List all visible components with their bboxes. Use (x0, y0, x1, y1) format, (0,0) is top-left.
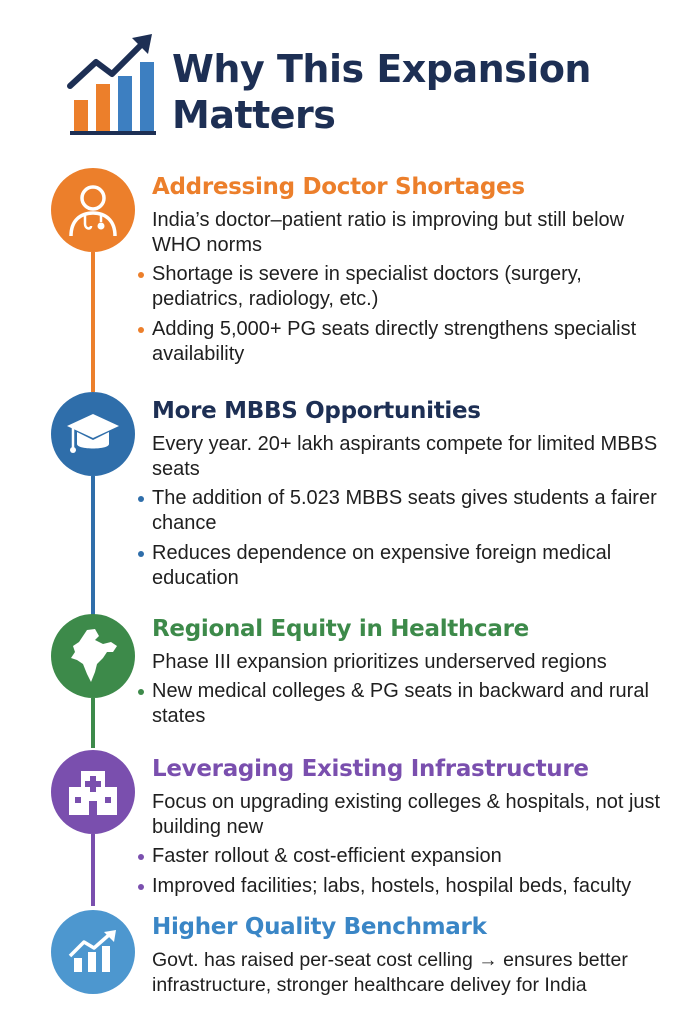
timeline-connector (91, 252, 95, 392)
india-map-icon (51, 614, 135, 698)
section-intro: India’s doctor–patient ratio is improving but still below WHO norms (152, 209, 625, 256)
timeline-connector (91, 698, 95, 748)
bullet-item (152, 541, 662, 591)
quality-chart-icon (51, 910, 135, 994)
bullet-text: Reduces dependence on expensive foreign medical education (152, 542, 612, 589)
bullet-item (152, 679, 662, 729)
bullet-text: Faster rollout & cost-efficient expansion (152, 845, 502, 867)
growth-chart-icon (66, 32, 158, 136)
header (0, 0, 683, 150)
bullet-text: Adding 5,000+ PG seats directly strengthens specialist availability (152, 318, 637, 365)
graduation-cap-icon (51, 392, 135, 476)
section-title: Leveraging Existing Infrastructure (152, 756, 589, 782)
section-title: Higher Quality Benchmark (152, 914, 487, 940)
bullet-text: Shortage is severe in specialist doctors (surgery, pediatrics, radiology, etc.) (152, 263, 582, 310)
section-intro: Every year. 20+ lakh aspirants compete for limited MBBS seats (152, 433, 658, 480)
bullet-text: The addition of 5.023 MBBS seats gives students a fairer chance (152, 487, 657, 534)
hospital-icon (51, 750, 135, 834)
bullet-item (152, 262, 662, 312)
section-intro: Govt. has raised per-seat cost celling → ensures better infrastructure, stronger healthcare delivey for India (152, 949, 628, 996)
timeline-connector (91, 834, 95, 906)
section-title: Regional Equity in Healthcare (152, 616, 529, 642)
bullet-item (152, 844, 662, 869)
doctor-icon (51, 168, 135, 252)
bullet-item (152, 874, 662, 899)
page-title: Why This Expansion Matters (172, 47, 591, 137)
section-intro: Focus on upgrading existing colleges & hospitals, not just building new (152, 791, 661, 838)
section-intro: Phase III expansion prioritizes underserved regions (152, 651, 607, 673)
section-title: Addressing Doctor Shortages (152, 174, 525, 200)
bullet-text: Improved facilities; labs, hostels, hospilal beds, faculty (152, 875, 632, 897)
bullet-item (152, 486, 662, 536)
bullet-text: New medical colleges & PG seats in backward and rural states (152, 680, 649, 727)
timeline-connector (91, 476, 95, 616)
section-title: More MBBS Opportunities (152, 398, 481, 424)
bullet-item (152, 317, 662, 367)
